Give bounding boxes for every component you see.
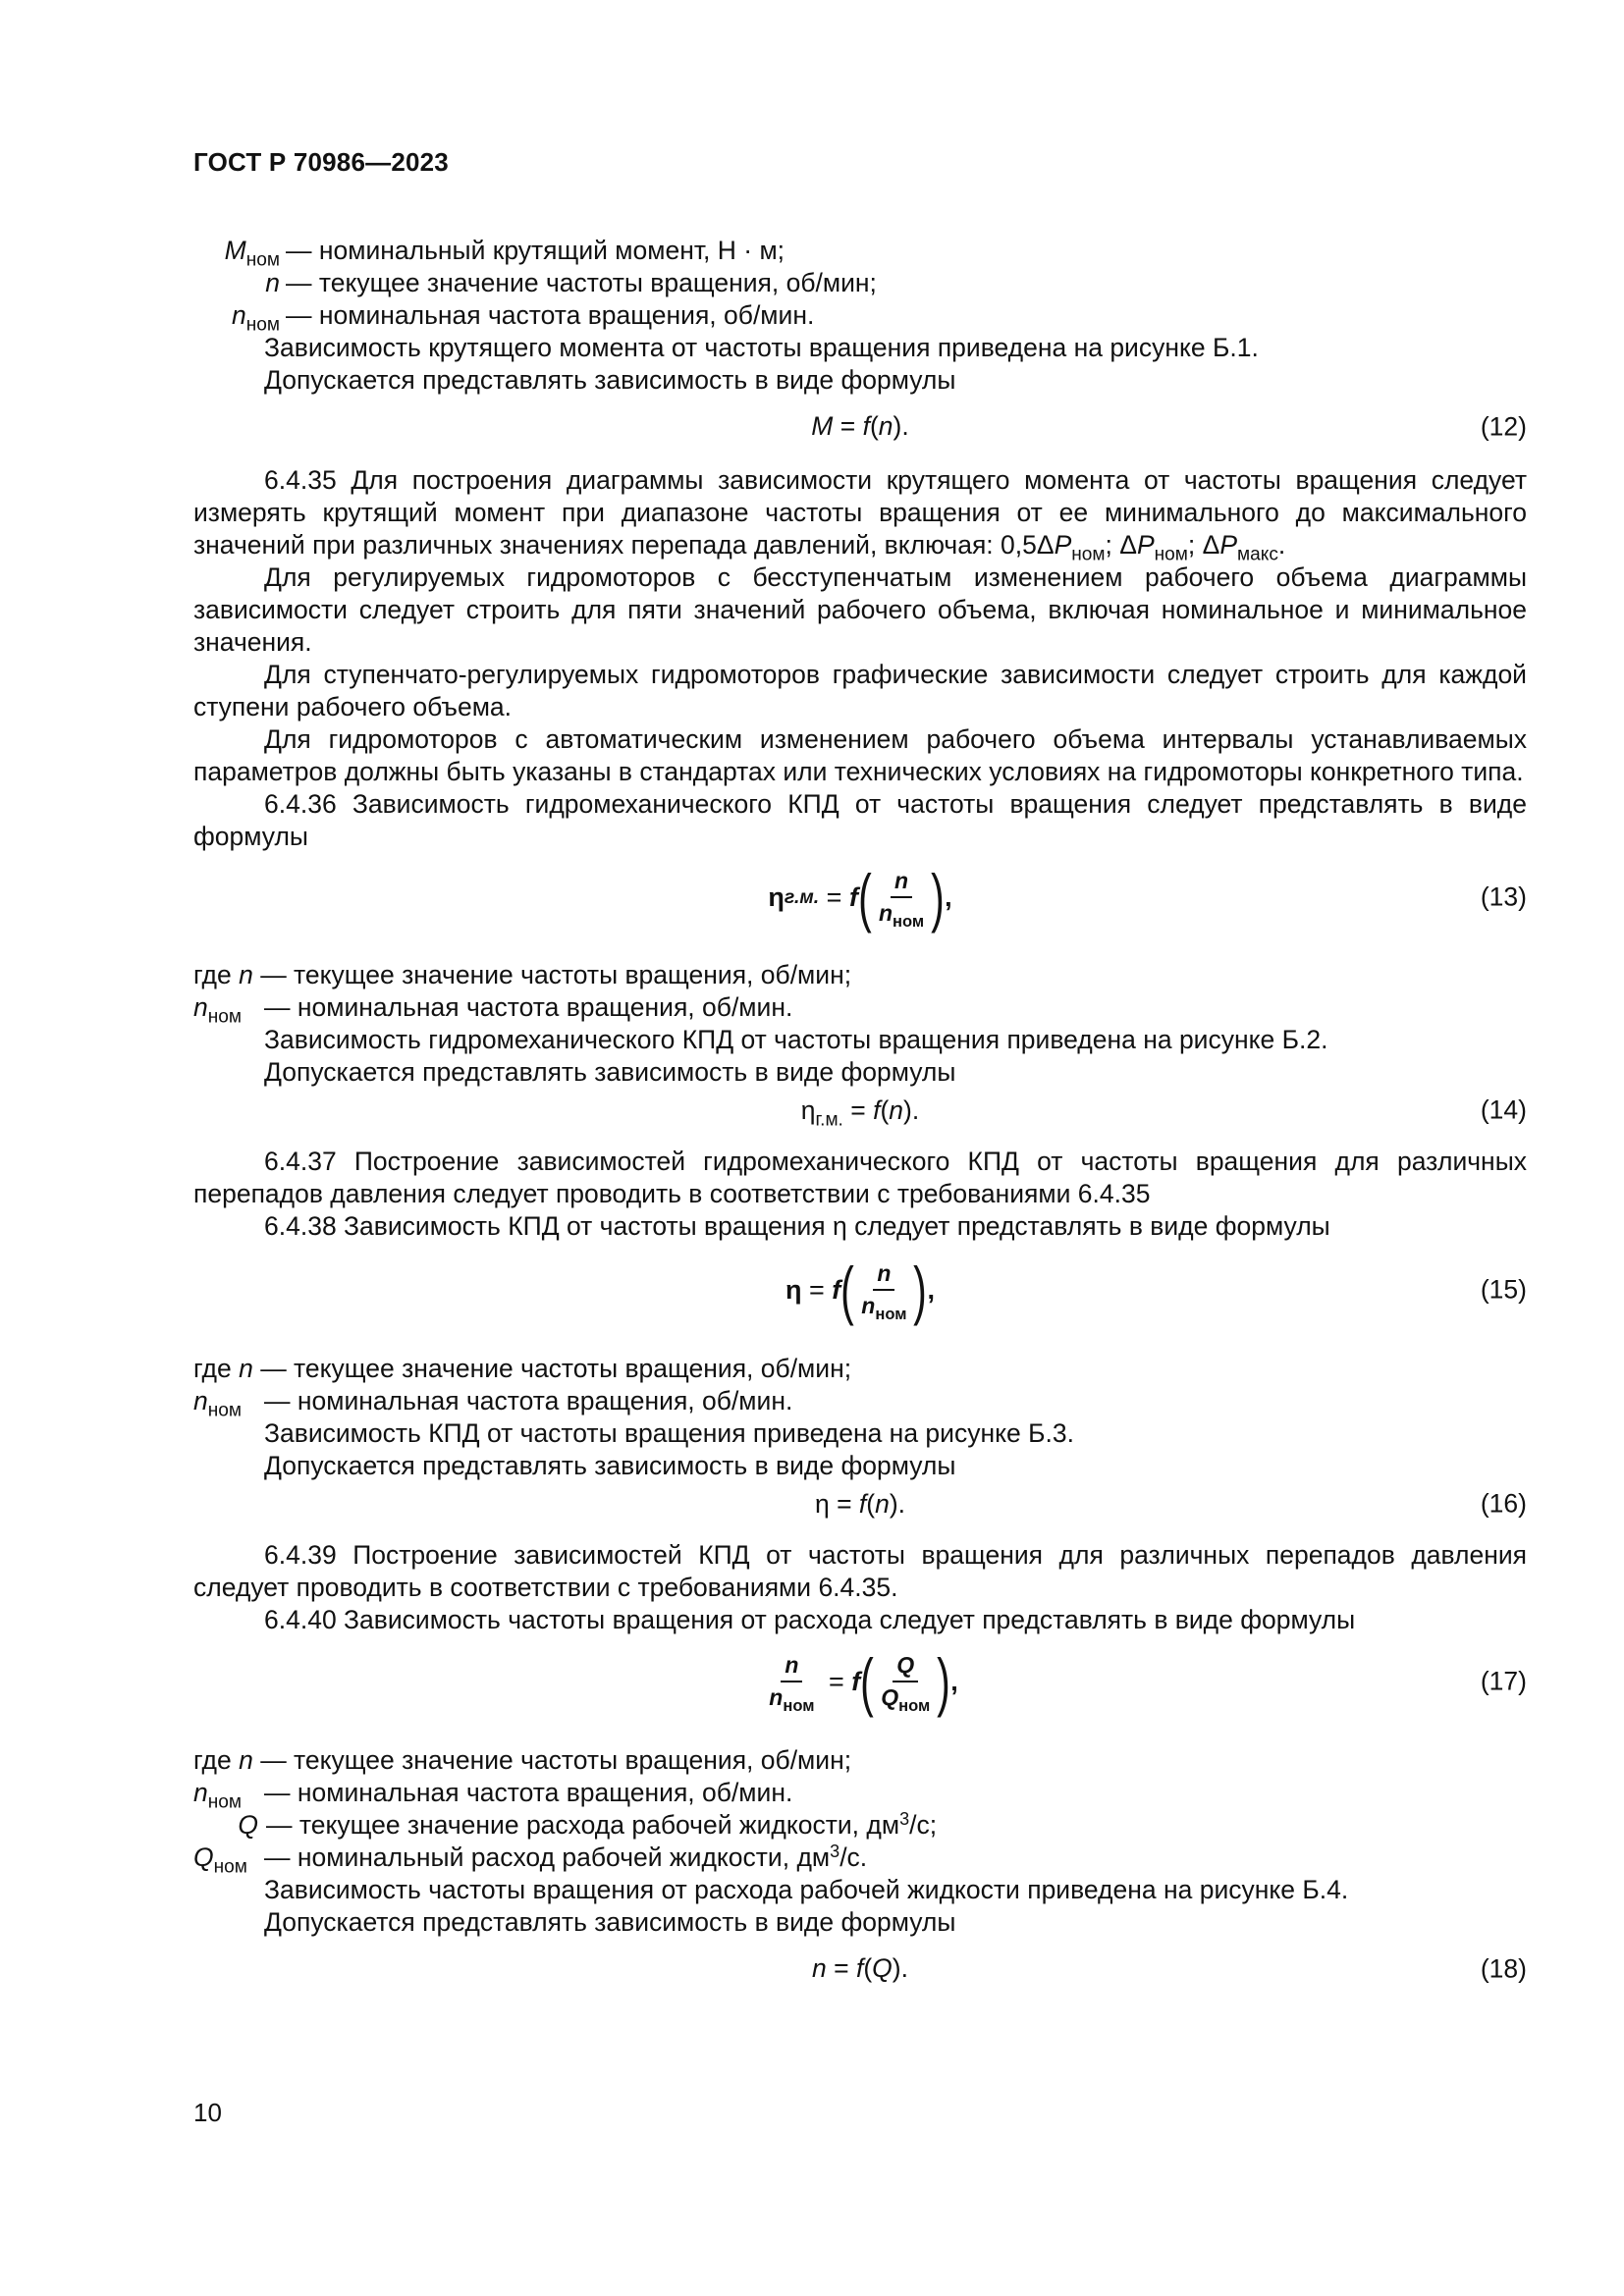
- formula-number: (14): [1480, 1095, 1527, 1125]
- definition-line: где n — текущее значение частоты вращения, об/мин;: [193, 1354, 852, 1383]
- definition-line: где n — текущее значение частоты вращения, об/мин;: [193, 1745, 852, 1775]
- definition-q-nom: $Q_{ном}$ — номинальный расход рабочей жидкости, $дм^3/с$.: [193, 1842, 868, 1878]
- text-line: Допускается представлять зависимость в виде формулы: [264, 365, 956, 395]
- formula-18: n = f(Q). (18): [812, 1953, 1527, 1983]
- text-line: Допускается представлять зависимость в виде формулы: [264, 1451, 956, 1480]
- definition-n-nom: $n_{ном}$ — номинальная частота вращения, об/мин.: [231, 300, 815, 336]
- definition-line: где n — текущее значение частоты вращения, об/мин;: [193, 960, 852, 989]
- definition-m-nom: $M_{ном}$ — номинальный крутящий момент, Н · м;: [224, 236, 785, 271]
- paragraph-6-4-39: 6.4.39 Построение зависимостей КПД от частоты вращения для различных перепадов давления следует проводить в соответствии с требованиями 6.4.35.: [193, 1540, 1527, 1602]
- formula-16: η = f(n). (16): [814, 1488, 1527, 1519]
- formula-number: (12): [1480, 411, 1527, 441]
- fraction: $\frac{n}{n_{ном}}$: [861, 1260, 907, 1323]
- paragraph-6-4-38: 6.4.38 Зависимость КПД от частоты вращения η следует представлять в виде формулы: [264, 1211, 1330, 1241]
- paragraph-6-4-40: 6.4.40 Зависимость частоты вращения от расхода следует представлять в виде формулы: [264, 1605, 1356, 1634]
- formula-number: (16): [1480, 1488, 1527, 1519]
- formula-number: (13): [1480, 881, 1527, 912]
- paragraph: Для регулируемых гидромоторов с бесступенчатым изменением рабочего объема диаграммы зависимости следует строить для пяти значений рабочего объема, включая номинальное и минимальное значения.: [193, 562, 1527, 657]
- definition-n-nom: $n_{ном}$ — номинальная частота вращения, об/мин.: [193, 1778, 793, 1813]
- text-line: Зависимость частоты вращения от расхода рабочей жидкости приведена на рисунке Б.4.: [264, 1875, 1349, 1904]
- fraction: $\frac{n}{n_{ном}}$: [878, 868, 925, 931]
- formula-14: $\eta_{г.м.} = f(n)$. (14): [800, 1095, 1527, 1131]
- page-header: ГОСТ Р 70986—2023: [193, 147, 449, 177]
- definition-n-nom: $n_{ном}$ — номинальная частота вращения, об/мин.: [193, 1386, 793, 1421]
- text-line: Зависимость крутящего момента от частоты вращения приведена на рисунке Б.1.: [264, 333, 1259, 362]
- paragraph-6-4-36: 6.4.36 Зависимость гидромеханического КПД от частоты вращения следует представлять в виде формулы: [193, 789, 1527, 851]
- formula-17: $\frac{n}{n_{ном}}$ = f ( $\frac{Q}{Q_{ном}}$ ) , (17): [193, 1640, 1527, 1723]
- text-line: Зависимость гидромеханического КПД от частоты вращения приведена на рисунке Б.2.: [264, 1025, 1328, 1054]
- definition-n: n — текущее значение частоты вращения, об/мин;: [265, 268, 877, 297]
- definition-n-nom: $n_{ном}$ — номинальная частота вращения, об/мин.: [193, 992, 793, 1028]
- fraction: $\frac{n}{n_{ном}}$: [769, 1652, 815, 1715]
- text-line: Допускается представлять зависимость в виде формулы: [264, 1057, 956, 1087]
- document-body: [193, 235, 1527, 1985]
- formula-number: (18): [1480, 1953, 1527, 1983]
- formula-12: M = f(n). (12): [811, 411, 1527, 441]
- text-line: Допускается представлять зависимость в виде формулы: [264, 1907, 956, 1937]
- formula-13: η г.м. = f ( $\frac{n}{n_{ном}}$ ) , (13): [768, 861, 1527, 934]
- formula-15: η = f ( $\frac{n}{n_{ном}}$ ) , (15): [785, 1254, 1527, 1326]
- paragraph: Для гидромоторов с автоматическим изменением рабочего объема интервалы устанавливаемых параметров должны быть указаны в стандартах или технических условиях на гидромоторы конкретного типа.: [193, 724, 1527, 786]
- paragraph: Для ступенчато-регулируемых гидромоторов графические зависимости следует строить для каждой ступени рабочего объема.: [193, 660, 1527, 721]
- formula-number: (15): [1480, 1274, 1527, 1305]
- definitions-list: [193, 235, 1527, 336]
- fraction: $\frac{Q}{Q_{ном}}$: [881, 1652, 931, 1715]
- page-number: 10: [193, 2098, 222, 2127]
- text-line: Зависимость КПД от частоты вращения приведена на рисунке Б.3.: [264, 1418, 1074, 1448]
- paragraph-6-4-37: 6.4.37 Построение зависимостей гидромеханического КПД от частоты вращения для различных перепадов давления следует проводить в соответствии с требованиями 6.4.35: [193, 1147, 1527, 1208]
- paragraph-6-4-35: 6.4.35 Для построения диаграммы зависимости крутящего момента от частоты вращения следует измерять крутящий момент при диапазоне частоты вращения от ее минимального до максимального значений при различных значениях перепада давлений, включая: $0,5\Delta P_{ном}$; $\Delta P_{ном}$; $\Delta P_{макс}$.: [193, 465, 1527, 565]
- formula-number: (17): [1480, 1666, 1527, 1696]
- definition-q: Q — текущее значение расхода рабочей жидкости, $дм^3/с$;: [238, 1809, 938, 1840]
